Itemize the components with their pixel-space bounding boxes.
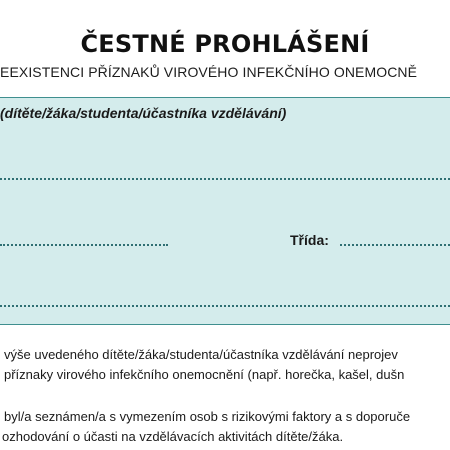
form-box: [0, 97, 450, 325]
document-title: ČESTNÉ PROHLÁŠENÍ: [80, 30, 370, 58]
class-field-label: Třída:: [290, 232, 329, 248]
name-field-line[interactable]: [0, 178, 450, 180]
declaration-text-line-2: příznaky virového infekčního onemocnění (např. horečka, kašel, dušn: [4, 367, 405, 382]
declaration-text-line-1: výše uvedeného dítěte/žáka/studenta/účastníka vzdělávání neprojev: [4, 347, 398, 362]
person-field-label: (dítěte/žáka/studenta/účastníka vzdělávání): [0, 105, 287, 121]
declaration-text-line-3: byl/a seznámen/a s vymezením osob s rizikovými faktory a s doporuče: [4, 409, 411, 424]
declaration-text-line-4: ozhodování o účasti na vzdělávacích aktivitách dítěte/žáka.: [2, 429, 344, 444]
class-field-line[interactable]: [340, 244, 450, 246]
extra-field-line[interactable]: [0, 305, 450, 307]
address-field-line[interactable]: [0, 244, 168, 246]
document-subtitle: EEXISTENCI PŘÍZNAKŮ VIROVÉHO INFEKČNÍHO ONEMOCNĚ: [0, 64, 418, 80]
